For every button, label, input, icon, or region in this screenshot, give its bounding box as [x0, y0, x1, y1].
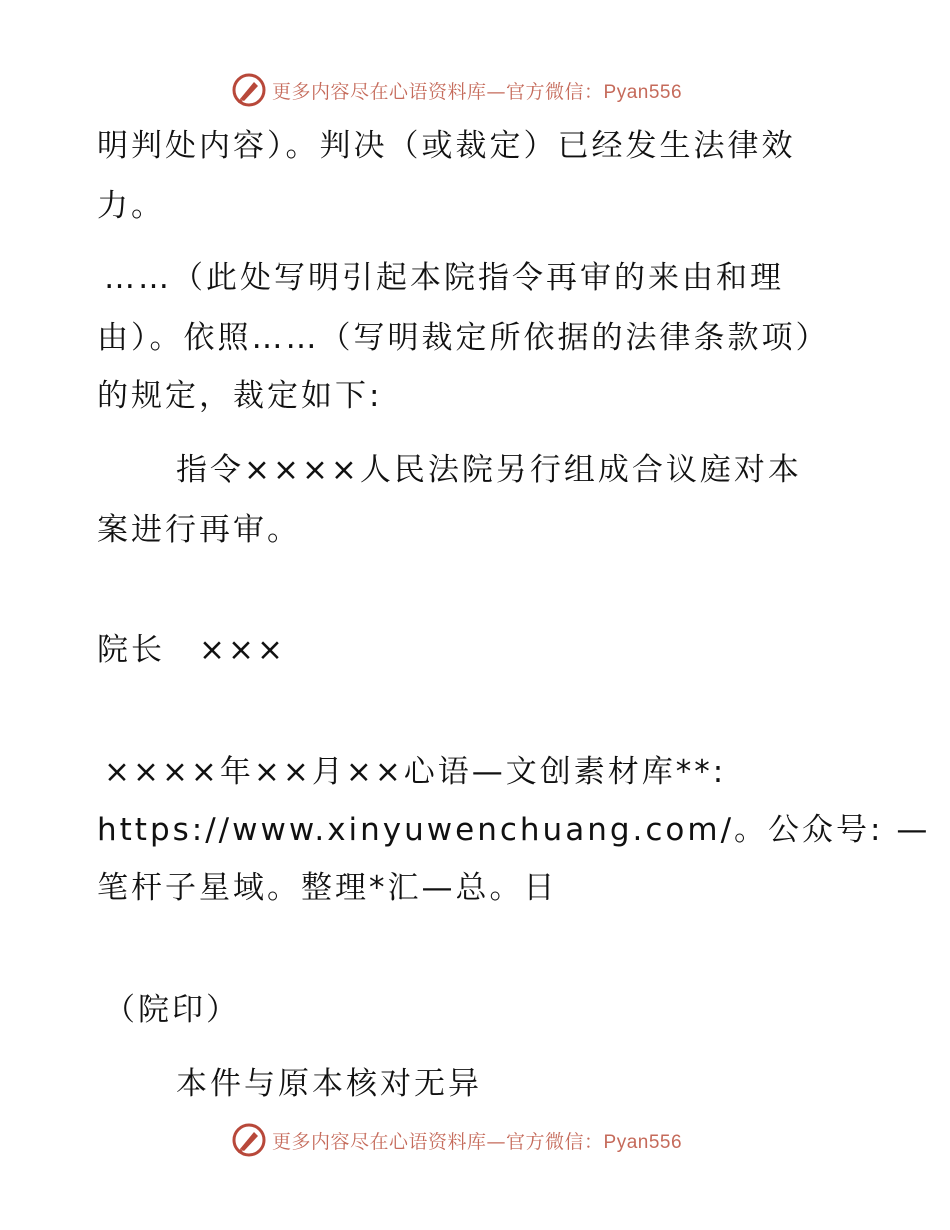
body-line-4: 由）。依照……（写明裁定所依据的法律条款项） — [97, 320, 830, 356]
header-watermark — [232, 72, 682, 108]
body-line-2: 力。 — [97, 188, 165, 224]
watermark-separator: — — [486, 80, 507, 103]
account-line: 笔杆子星域。整理*汇—总。日 — [97, 870, 558, 906]
watermark-separator: — — [486, 1130, 507, 1153]
pen-logo-icon — [232, 73, 266, 107]
watermark-main: 更多内容尽在心语资料库 — [272, 80, 487, 103]
signature-president: 院长 ××× — [97, 632, 286, 668]
court-seal-line: （院印） — [104, 992, 240, 1028]
body-line-5: 的规定，裁定如下: — [97, 378, 383, 414]
watermark-brand: Pyan556 — [603, 81, 683, 103]
watermark-text — [272, 77, 682, 104]
watermark-main: 更多内容尽在心语资料库 — [272, 1130, 487, 1153]
date-line: ××××年××月××心语—文创素材库**: — [104, 754, 727, 790]
body-line-3: ……（此处写明引起本院指令再审的来由和理 — [104, 260, 784, 296]
watermark-brand: Pyan556 — [603, 1131, 683, 1153]
body-line-6: 指令××××人民法院另行组成合议庭对本 — [176, 452, 802, 488]
pen-logo-icon — [232, 1123, 266, 1157]
body-line-1: 明判处内容）。判决（或裁定）已经发生法律效 — [97, 128, 796, 164]
url-line: https://www.xinyuwenchuang.com/。公众号: — — [97, 812, 931, 848]
watermark-wechat-label: 官方微信： — [506, 80, 604, 103]
watermark-text — [272, 1127, 682, 1154]
body-line-7: 案进行再审。 — [97, 512, 301, 548]
watermark-wechat-label: 官方微信： — [506, 1130, 604, 1153]
footer-watermark — [232, 1122, 682, 1158]
verification-line: 本件与原本核对无异 — [176, 1066, 482, 1102]
